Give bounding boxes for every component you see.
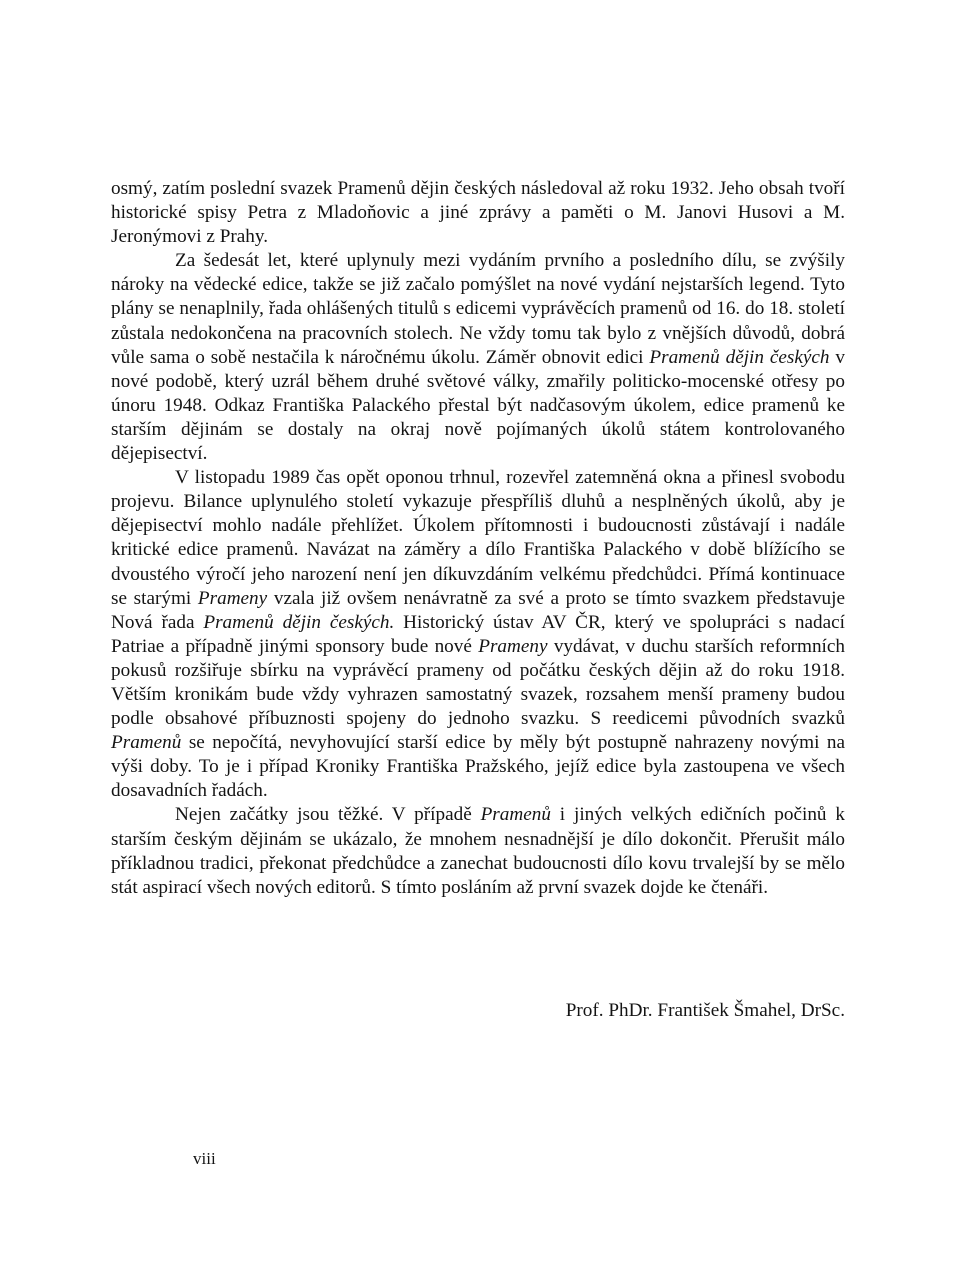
italic-title: Pramenů dějin českých [649,346,830,368]
text-run: osmý, zatím poslední svazek Pramenů dějin českých následoval až roku 1932. Jeho obsah tvoří historické spisy Petra z Mladoňovic a jiné zprávy a paměti o M. Janovi Husovi a M. Jeronýmovi z Prahy. [111,178,845,248]
text-run: vydávat, v duchu starších reformních pokusů rozšiřuje sbírku na vyprávěcí prameny od počátku českých dějin až do roku 1918. Větším kronikám bude vždy vyhrazen samostatný svazek, rozsahem menší prameny budou podle obsahové příbuznosti spojeny do jednoho svazku. S reedicemi původních svazků [111,635,845,730]
body-text [111,177,845,900]
paragraph [111,177,845,249]
italic-title: Pramenů [480,804,551,826]
text-run: V listopadu 1989 čas opět oponou trhnul, rozevřel zatemněná okna a přinesl svobodu projevu. Bilance uplynulého století vykazuje přespříliš dluhů a nesplněných úkolů, aby je dějepisectví mohlo nadále přehlížet. Úkolem přítomnosti i budoucnosti zůstávají i nadále kritické edice pramenů. Navázat na záměry a dílo Františka Palackého v době blížícího se dvoustého výročí jeho narození není jen díkuvzdáním velkému předchůdci. Přímá kontinuace se starými [111,467,845,609]
italic-title: Prameny [478,635,548,657]
text-run: Nejen začátky jsou těžké. V případě [175,804,481,826]
italic-title: Prameny [197,587,268,609]
text-run: Historický ústav AV ČR, který ve spolupráci s nadací Patriae a případně jinými sponsory bude nové [111,611,845,657]
text-run: Za šedesát let, které uplynuly mezi vydáním prvního a posledního dílu, se zvýšily nároky na vědecké edice, takže se již začalo pomýšlet na nové vydání nejstarších legend. Tyto plány se nenaplnily, řada ohlášených titulů s edicemi vyprávěcích pramenů od 16. do 18. století zůstala nedokončena na pracovních stolech. Ne vždy tomu tak bylo z vnějších důvodů, dobrá vůle sama o sobě nestačila k náročnému úkolu. Záměr obnovit edici [111,250,845,368]
text-run: vzala již ovšem nenávratně za své a proto se tímto svazkem představuje Nová řada [111,587,845,633]
paragraph [111,466,845,803]
italic-title: Pramenů [111,732,182,754]
paragraph [111,249,845,466]
italic-title: Pramenů dějin českých. [203,611,395,633]
text-run: i jiných velkých edičních počinů k starším českým dějinám se ukázalo, že mnohem nesnadnější je dílo dokončit. Přerušit málo příkladnou tradici, překonat předchůdce a zanechat budoucnosti dílo kovu trvalejší by se mělo stát aspirací všech nových editorů. S tímto posláním až první svazek dojde ke čtenáři. [111,804,845,898]
paragraph [111,803,845,899]
text-run: v nové podobě, který uzrál během druhé světové války, zmařily politicko-mocenské otřesy po únoru 1948. Odkaz Františka Palackého přestal být nadčasovým úkolem, edice pramenů ke starším dějinám se dostaly na okraj nově pojímaných úkolů státem kontrolovaného dějepisectví. [111,346,845,465]
text-run: se nepočítá, nevyhovující starší edice by měly být postupně nahrazeny novými na výši doby. To je i případ Kroniky Františka Pražského, jejíž edice byla zastoupena ve všech dosavadních řadách. [111,732,845,802]
author-signature: Prof. PhDr. František Šmahel, DrSc. [565,1000,845,1021]
page-number: viii [193,1149,216,1168]
